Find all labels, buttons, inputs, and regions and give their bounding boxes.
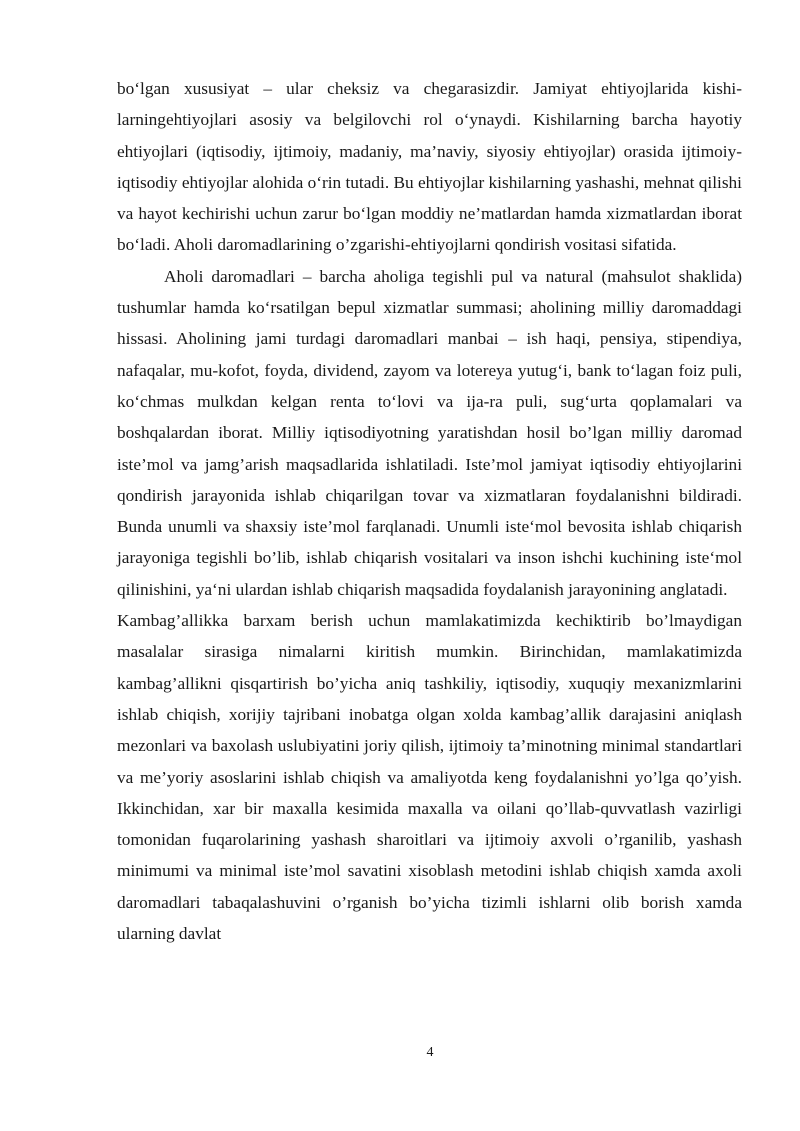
document-page-body xyxy=(117,73,742,949)
paragraph-needs: bo‘lgan xususiyat – ular cheksiz va chegarasizdir. Jamiyat ehtiyojlarida kishi-larningehtiyojlari asosiy va belgilovchi rol o‘ynaydi. Kishilarning barcha hayotiy ehtiyojlari (iqtisodiy, ijtimoiy, madaniy, ma’naviy, siyosiy ehtiyojlar) orasida ijtimoiy-iqtisodiy ehtiyojlar alohida o‘rin tutadi. Bu ehtiyojlar kishilarning yashashi, mehnat qilishi va hayot kechirishi uchun zarur bo‘lgan moddiy ne’matlardan hamda xizmatlardan iborat bo‘ladi. Aholi daromadlarining o’zgarishi-ehtiyojlarni qondirish vositasi sifatida. xyxy=(117,79,742,255)
page-number: 4 xyxy=(426,1045,434,1060)
paragraph-population-income: Aholi daromadlari – barcha aholiga tegishli pul va natural (mahsulot shaklida) tushumlar hamda ko‘rsatilgan bepul xizmatlar summasi; aholining milliy daromaddagi hissasi. Aholining jami turdagi daromadlari manbai – ish haqi, pensiya, stipendiya, nafaqalar, mu-kofot, foyda, dividend, zayom va lotereya yutug‘i, bank to‘lagan foiz puli, ko‘chmas mulkdan kelgan renta to‘lovi va ija-ra puli, sug‘urta qoplamalari va boshqalardan iborat. Milliy iqtisodiyotning yaratishdan hosil bo’lgan milliy daromad iste’mol va jamg’arish maqsadlarida ishlatiladi. Iste’mol jamiyat iqtisodiy ehtiyojlarini qondirish jarayonida ishlab chiqarilgan tovar va xizmatlaran foydalanishni bildiradi. Bunda unumli va shaxsiy iste’mol farqlanadi. Unumli iste‘mol bevosita ishlab chiqarish jarayoniga tegishli bo’lib, ishlab chiqarish vositalari va inson ishchi kuchining iste‘mol qilinishini, ya‘ni ulardan ishlab chiqarish maqsadida foydalanish jarayonining anglatadi. xyxy=(117,266,742,599)
paragraph-poverty-reduction: Kambag’allikka barxam berish uchun mamlakatimizda kechiktirib bo’lmaydigan masalalar sirasiga nimalarni kiritish mumkin. Birinchidan, mamlakatimizda kambag’allikni qisqartirish bo’yicha aniq tashkiliy, iqtisodiy, xuquqiy mexanizmlarini ishlab chiqish, xorijiy tajribani inobatga olgan xolda kambag’allik darajasini aniqlash mezonlari va baxolash uslubiyatini joriy qilish, ijtimoiy ta’minotning minimal standartlari va me’yoriy asoslarini ishlab chiqish va amaliyotda keng foydalanishni yo’lga qo’yish. Ikkinchidan, xar bir maxalla kesimida maxalla va oilani qo’llab-quvvatlash vazirligi tomonidan fuqarolarining yashash sharoitlari va ijtimoiy axvoli o’rganilib, yashash minimumi va minimal iste’mol savatini xisoblash metodini ishlab chiqish xamda axoli daromadlari tabaqalashuvini o’rganish bo’yicha tizimli ishlarni olib borish xamda ularning davlat xyxy=(117,611,742,944)
